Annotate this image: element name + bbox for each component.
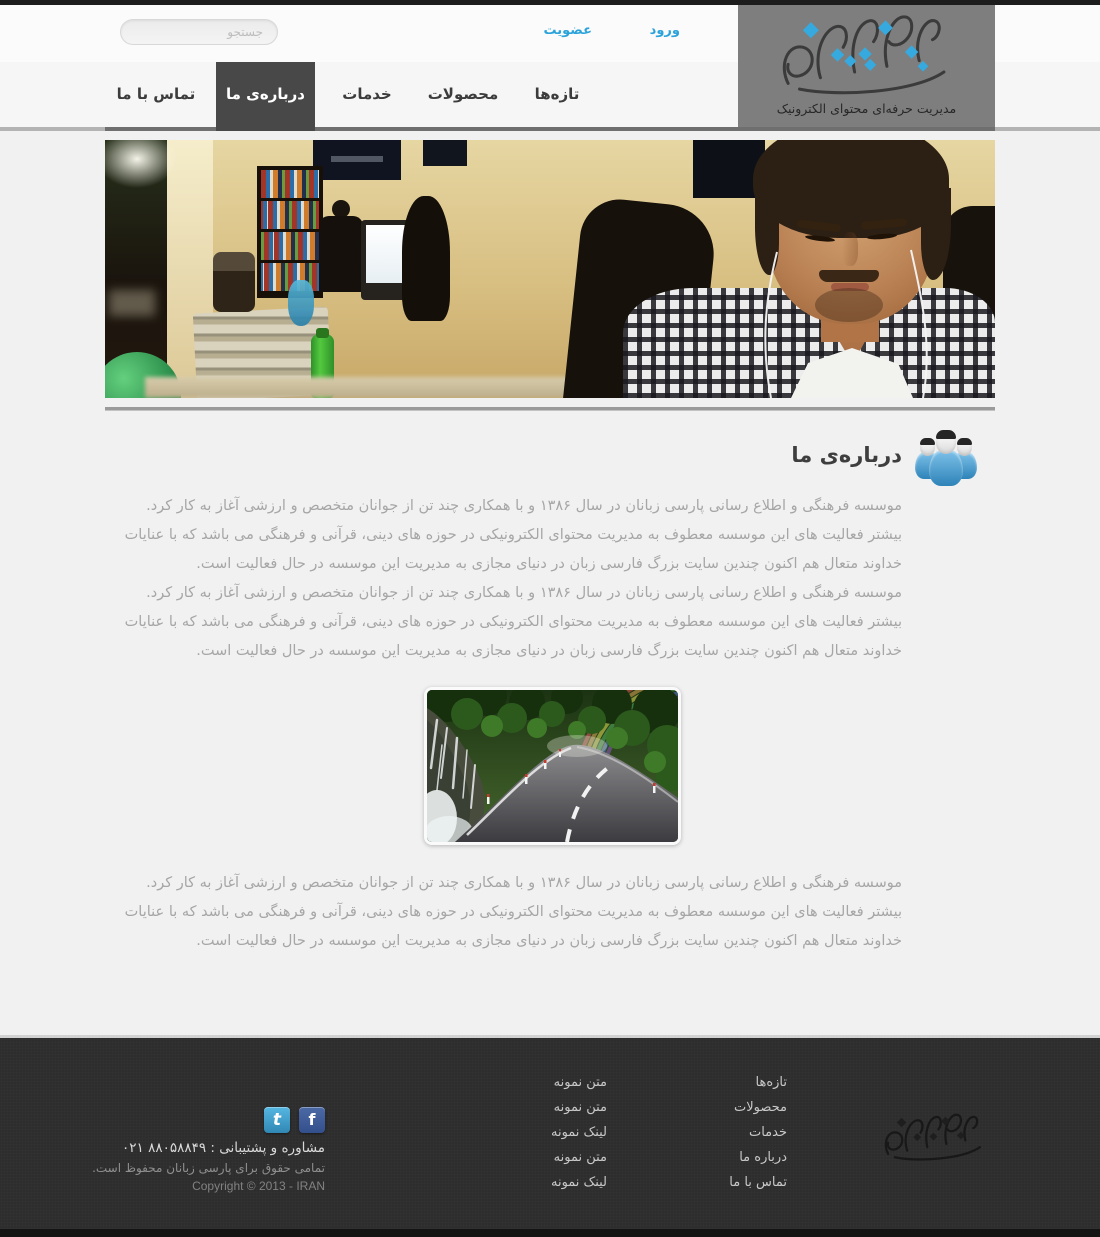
paragraph-line: موسسه فرهنگی و اطلاع رسانی پارسی زبانان در سال ۱۳۸۶ و با همکاری چند تن از جوانان متخصص و ارزشی آغاز به کار کرد. (146, 498, 902, 514)
earphone-cables (105, 140, 995, 398)
bottom-black-strip (0, 1229, 1100, 1237)
top-black-strip (0, 0, 1100, 5)
paragraph-line: موسسه فرهنگی و اطلاع رسانی پارسی زبانان در سال ۱۳۸۶ و با همکاری چند تن از جوانان متخصص و ارزشی آغاز به کار کرد. (146, 585, 902, 601)
paragraph-line: بیشتر فعالیت های این موسسه معطوف به مدیریت محتوای الکترونیکی در حوزه های دینی، قرآنی و فرهنگی می باشد که با عنایات (124, 614, 902, 630)
nav-item-contact[interactable]: تماس با ما (116, 85, 196, 103)
login-link[interactable]: ورود (649, 23, 680, 38)
footer-sample-link[interactable]: لینک نمونه (550, 1125, 607, 1140)
footer-brand-calligraphy-icon (878, 1098, 990, 1174)
facebook-icon[interactable]: f (299, 1107, 325, 1133)
brand-tagline: مدیریت حرفه‌ای محتوای الکترونیک (776, 101, 957, 116)
footer-sample-links (551, 1070, 607, 1195)
footer-link-news[interactable]: تازه‌ها (755, 1075, 787, 1090)
footer-sample-link[interactable]: متن نمونه (553, 1075, 607, 1090)
footer-link-contact[interactable]: تماس با ما (729, 1175, 787, 1190)
nav-item-about-active[interactable]: درباره‌ی ما (216, 62, 315, 131)
footer-sample-link[interactable]: متن نمونه (553, 1150, 607, 1165)
hero-divider (105, 407, 995, 411)
paragraph-line: بیشتر فعالیت های این موسسه معطوف به مدیریت محتوای الکترونیکی در حوزه های دینی، قرآنی و فرهنگی می باشد که با عنایات (124, 527, 902, 543)
search-input[interactable] (120, 19, 278, 45)
brand-logo (738, 0, 995, 127)
about-paragraph (105, 869, 902, 956)
nav-item-news[interactable]: تازه‌ها (534, 85, 580, 103)
footer-sample-link[interactable]: متن نمونه (553, 1100, 607, 1115)
paragraph-line: بیشتر فعالیت های این موسسه معطوف به مدیریت محتوای الکترونیکی در حوزه های دینی، قرآنی و فرهنگی می باشد که با عنایات (124, 904, 902, 920)
footer-contact-line: مشاوره و پشتیبانی : ۸۸۰۵۸۸۴۹ ۰۲۱ (122, 1140, 325, 1156)
footer-link-products[interactable]: محصولات (734, 1100, 787, 1115)
page-title: درباره‌ی ما (791, 443, 902, 467)
footer-link-services[interactable]: خدمات (748, 1125, 787, 1140)
paragraph-line: موسسه فرهنگی و اطلاع رسانی پارسی زبانان در سال ۱۳۸۶ و با همکاری چند تن از جوانان متخصص و ارزشی آغاز به کار کرد. (146, 875, 902, 891)
nav-item-services[interactable]: خدمات (342, 85, 392, 103)
paragraph-line: خداوند متعال هم اکنون چندین سایت بزرگ فارسی زبان در دنیای مجازی به مدیریت این موسسه در حال فعالیت است. (196, 643, 902, 659)
road-photo (424, 687, 681, 845)
people-group-icon (915, 430, 977, 488)
paragraph-line: خداوند متعال هم اکنون چندین سایت بزرگ فارسی زبان در دنیای مجازی به مدیریت این موسسه در حال فعالیت است. (196, 556, 902, 572)
hero-photo-office (105, 140, 995, 398)
about-paragraph (105, 492, 902, 666)
footer-rights-line: تمامی حقوق برای پارسی زبانان محفوظ است. (92, 1161, 325, 1175)
nav-item-products[interactable]: محصولات (427, 85, 499, 103)
footer-site-links (729, 1070, 787, 1195)
signup-link[interactable]: عضویت (543, 23, 592, 38)
twitter-icon[interactable]: t (264, 1107, 290, 1133)
brand-calligraphy-icon (771, 4, 961, 102)
footer-link-about[interactable]: درباره ما (739, 1150, 787, 1165)
paragraph-line: خداوند متعال هم اکنون چندین سایت بزرگ فارسی زبان در دنیای مجازی به مدیریت این موسسه در حال فعالیت است. (196, 933, 902, 949)
footer-sample-link[interactable]: لینک نمونه (550, 1175, 607, 1190)
road-photo-art (427, 690, 678, 842)
footer-copyright: Copyright © 2013 - IRAN (192, 1179, 325, 1193)
